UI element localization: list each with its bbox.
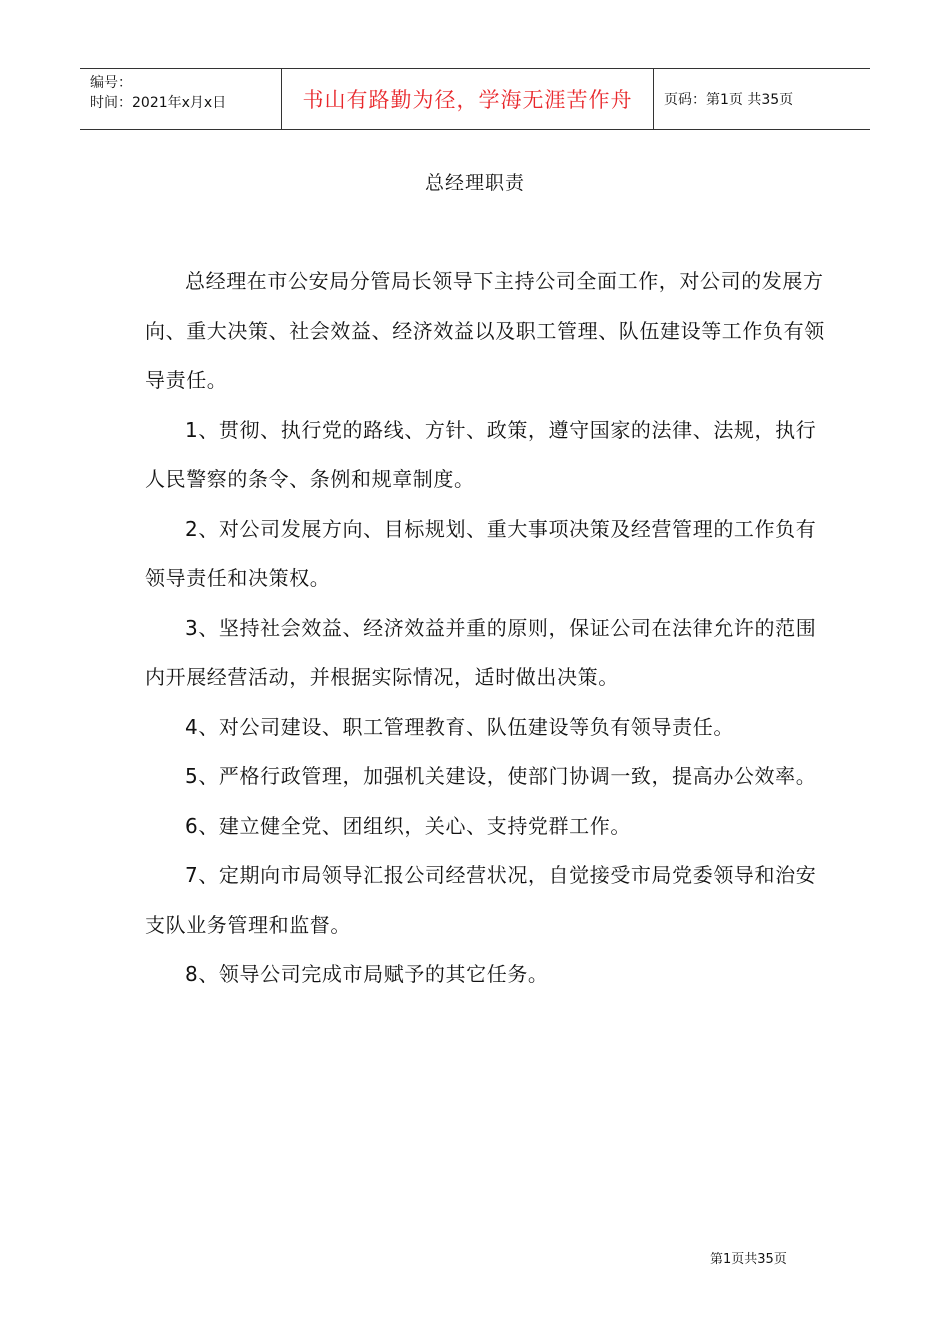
- paragraph-item-4: 4、对公司建设、职工管理教育、队伍建设等负有领导责任。: [185, 714, 734, 739]
- page-footer: 第1页共35页: [710, 1252, 787, 1267]
- header-table: [80, 68, 870, 130]
- paragraph-intro: 总经理在市公安局分管局长领导下主持公司全面工作，对公司的发展方向、重大决策、社会效益、经济效益以及职工管理、队伍建设等工作负有领导责任。: [145, 269, 825, 392]
- paragraph-item-3: 3、坚持社会效益、经济效益并重的原则，保证公司在法律允许的范围内开展经营活动，并根据实际情况，适时做出决策。: [145, 615, 817, 689]
- document-body: [145, 257, 835, 1000]
- number-label: 编号：: [90, 75, 132, 91]
- paragraph-item-7: 7、定期向市局领导汇报公司经营状况，自觉接受市局党委领导和治安支队业务管理和监督。: [145, 863, 817, 937]
- paragraph-item-8: 8、领导公司完成市局赋予的其它任务。: [185, 962, 549, 986]
- paragraph-item-2: 2、对公司发展方向、目标规划、重大事项决策及经营管理的工作负有领导责任和决策权。: [145, 516, 817, 590]
- header-page-cell: [654, 69, 870, 129]
- time-label: 时间：2021年x月x日: [90, 95, 227, 111]
- header-motto-cell: [282, 69, 654, 129]
- motto-text: 书山有路勤为径，学海无涯苦作舟: [302, 88, 633, 112]
- document-title: 总经理职责: [424, 172, 525, 194]
- paragraph-item-6: 6、建立健全党、团组织，关心、支持党群工作。: [185, 813, 631, 838]
- page-code: 页码：第1页 共35页: [664, 92, 794, 108]
- paragraph-item-1: 1、贯彻、执行党的路线、方针、政策，遵守国家的法律、法规，执行人民警察的条令、条例和规章制度。: [145, 417, 817, 491]
- paragraph-item-5: 5、严格行政管理，加强机关建设，使部门协调一致，提高办公效率。: [185, 764, 817, 788]
- header-meta-cell: [80, 69, 282, 129]
